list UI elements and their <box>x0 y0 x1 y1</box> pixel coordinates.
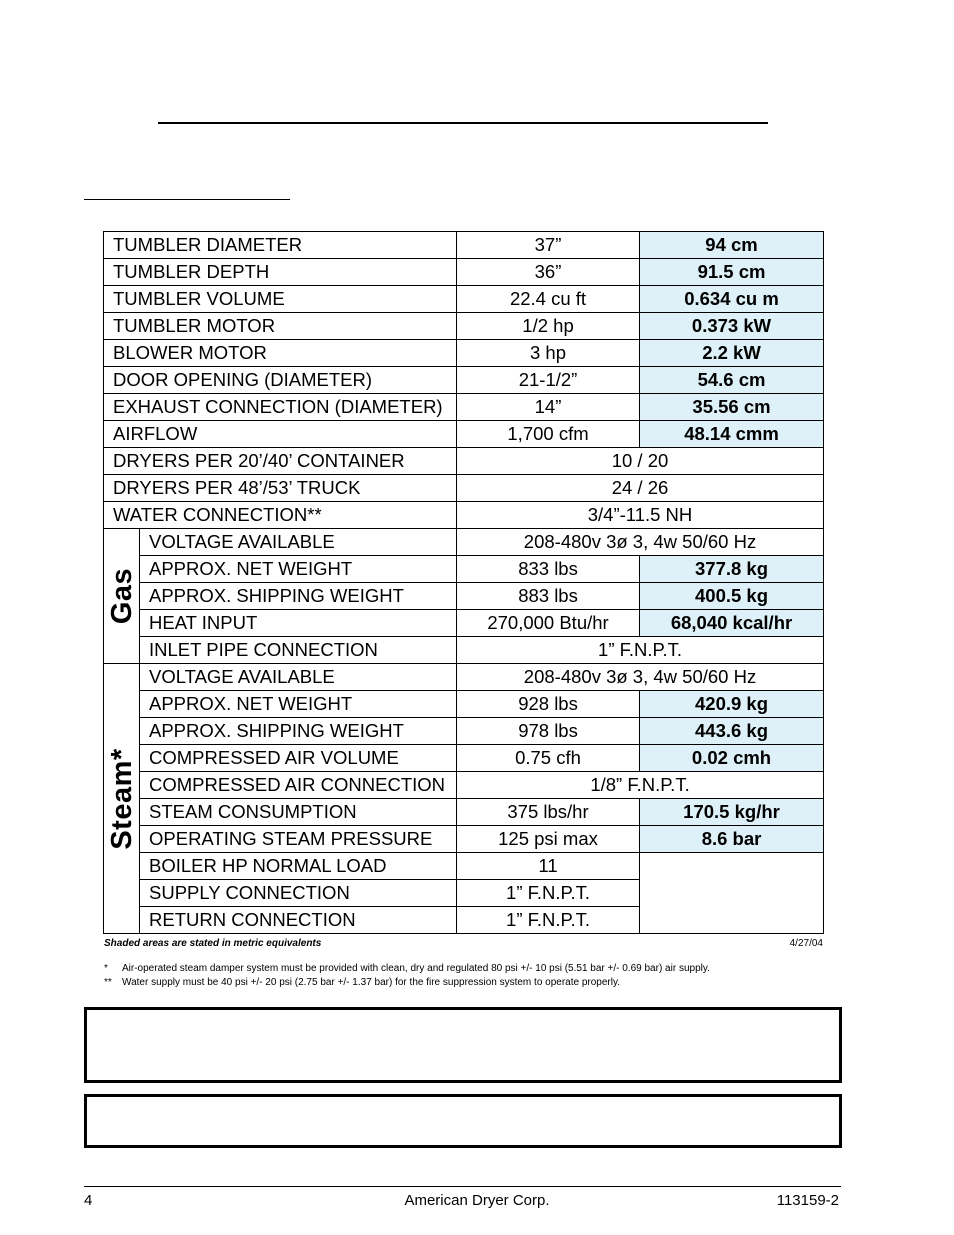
metric-value: 420.9 kg <box>640 691 824 718</box>
spec-row <box>104 313 824 340</box>
spec-label: TUMBLER DIAMETER <box>104 232 457 259</box>
spec-row <box>104 610 824 637</box>
spec-row <box>104 826 824 853</box>
empty-metric-cell <box>640 853 824 934</box>
imperial-value: 125 psi max <box>457 826 640 853</box>
imperial-value: 21-1/2” <box>457 367 640 394</box>
imperial-value: 1” F.N.P.T. <box>457 907 640 934</box>
spec-row <box>104 583 824 610</box>
imperial-value: 37” <box>457 232 640 259</box>
spec-row <box>104 286 824 313</box>
spec-value: 10 / 20 <box>457 448 824 475</box>
spec-label: COMPRESSED AIR CONNECTION <box>140 772 457 799</box>
spec-label: STEAM CONSUMPTION <box>140 799 457 826</box>
spec-label: APPROX. NET WEIGHT <box>140 691 457 718</box>
page-number: 4 <box>84 1192 93 1209</box>
metric-value: 35.56 cm <box>640 394 824 421</box>
metric-value: 170.5 kg/hr <box>640 799 824 826</box>
imperial-value: 928 lbs <box>457 691 640 718</box>
spec-row <box>104 853 824 880</box>
spec-value: 1/8” F.N.P.T. <box>457 772 824 799</box>
spec-row <box>104 259 824 286</box>
metric-value: 48.14 cmm <box>640 421 824 448</box>
steam-group-label <box>104 664 140 934</box>
spec-label: DOOR OPENING (DIAMETER) <box>104 367 457 394</box>
imperial-value: 11 <box>457 853 640 880</box>
spec-value: 208-480v 3ø 3, 4w 50/60 Hz <box>457 664 824 691</box>
spec-label: INLET PIPE CONNECTION <box>140 637 457 664</box>
spec-label: VOLTAGE AVAILABLE <box>140 529 457 556</box>
spec-value: 3/4”-11.5 NH <box>457 502 824 529</box>
company-name: American Dryer Corp. <box>404 1192 550 1209</box>
spec-label: SUPPLY CONNECTION <box>140 880 457 907</box>
imperial-value: 14” <box>457 394 640 421</box>
spec-row <box>104 772 824 799</box>
spec-label: BLOWER MOTOR <box>104 340 457 367</box>
specifications-table <box>103 231 824 934</box>
spec-row <box>104 232 824 259</box>
metric-value: 400.5 kg <box>640 583 824 610</box>
metric-value: 377.8 kg <box>640 556 824 583</box>
spec-row <box>104 718 824 745</box>
spec-row <box>104 421 824 448</box>
spec-label: DRYERS PER 48’/53’ TRUCK <box>104 475 457 502</box>
footnote-water-supply <box>104 977 620 988</box>
spec-label: VOLTAGE AVAILABLE <box>140 664 457 691</box>
gas-group-text: Gas <box>105 567 138 625</box>
spec-row <box>104 340 824 367</box>
notice-box-secondary <box>84 1094 842 1148</box>
footnote-steam-damper <box>104 963 710 974</box>
heading-rule <box>158 122 768 124</box>
revision-date: 4/27/04 <box>789 938 823 949</box>
spec-value: 1” F.N.P.T. <box>457 637 824 664</box>
shaded-note: Shaded areas are stated in metric equivalents <box>104 938 322 949</box>
spec-row <box>104 475 824 502</box>
spec-label: TUMBLER VOLUME <box>104 286 457 313</box>
spec-label: TUMBLER DEPTH <box>104 259 457 286</box>
steam-group-text: Steam* <box>105 747 138 850</box>
spec-label: APPROX. SHIPPING WEIGHT <box>140 718 457 745</box>
imperial-value: 1,700 cfm <box>457 421 640 448</box>
footnote-text: Air-operated steam damper system must be provided with clean, dry and regulated 80 psi +/- 10 psi (5.51 bar +/- 0.69 bar) air supply. <box>122 963 710 974</box>
imperial-value: 883 lbs <box>457 583 640 610</box>
imperial-value: 1/2 hp <box>457 313 640 340</box>
spec-label: BOILER HP NORMAL LOAD <box>140 853 457 880</box>
imperial-value: 3 hp <box>457 340 640 367</box>
spec-row <box>104 691 824 718</box>
imperial-value: 375 lbs/hr <box>457 799 640 826</box>
imperial-value: 22.4 cu ft <box>457 286 640 313</box>
spec-label: OPERATING STEAM PRESSURE <box>140 826 457 853</box>
spec-label: EXHAUST CONNECTION (DIAMETER) <box>104 394 457 421</box>
imperial-value: 978 lbs <box>457 718 640 745</box>
subheading-rule <box>84 199 290 200</box>
footnote-mark: * <box>104 963 108 974</box>
metric-value: 2.2 kW <box>640 340 824 367</box>
metric-value: 68,040 kcal/hr <box>640 610 824 637</box>
metric-value: 91.5 cm <box>640 259 824 286</box>
document-number: 113159-2 <box>776 1192 839 1209</box>
spec-label: DRYERS PER 20’/40’ CONTAINER <box>104 448 457 475</box>
metric-value: 94 cm <box>640 232 824 259</box>
spec-row <box>104 367 824 394</box>
spec-value: 24 / 26 <box>457 475 824 502</box>
spec-label: HEAT INPUT <box>140 610 457 637</box>
metric-value: 0.634 cu m <box>640 286 824 313</box>
spec-label: COMPRESSED AIR VOLUME <box>140 745 457 772</box>
footnote-text: Water supply must be 40 psi +/- 20 psi (2.75 bar +/- 1.37 bar) for the fire suppression system to operate properly. <box>122 977 621 988</box>
metric-value: 0.373 kW <box>640 313 824 340</box>
gas-group-label <box>104 529 140 664</box>
footnote-mark: ** <box>104 977 112 988</box>
metric-value: 0.02 cmh <box>640 745 824 772</box>
spec-row <box>104 745 824 772</box>
imperial-value: 0.75 cfh <box>457 745 640 772</box>
metric-value: 54.6 cm <box>640 367 824 394</box>
spec-label: RETURN CONNECTION <box>140 907 457 934</box>
spec-row <box>104 799 824 826</box>
spec-label: WATER CONNECTION** <box>104 502 457 529</box>
imperial-value: 270,000 Btu/hr <box>457 610 640 637</box>
spec-row <box>104 637 824 664</box>
spec-row <box>104 394 824 421</box>
imperial-value: 36” <box>457 259 640 286</box>
spec-row <box>104 529 824 556</box>
imperial-value: 833 lbs <box>457 556 640 583</box>
spec-label: APPROX. SHIPPING WEIGHT <box>140 583 457 610</box>
spec-label: AIRFLOW <box>104 421 457 448</box>
spec-row <box>104 664 824 691</box>
spec-label: APPROX. NET WEIGHT <box>140 556 457 583</box>
notice-box <box>84 1007 842 1083</box>
spec-label: TUMBLER MOTOR <box>104 313 457 340</box>
imperial-value: 1” F.N.P.T. <box>457 880 640 907</box>
spec-value: 208-480v 3ø 3, 4w 50/60 Hz <box>457 529 824 556</box>
spec-row <box>104 556 824 583</box>
metric-value: 8.6 bar <box>640 826 824 853</box>
footer-rule <box>84 1186 841 1187</box>
spec-row <box>104 448 824 475</box>
metric-value: 443.6 kg <box>640 718 824 745</box>
spec-row <box>104 502 824 529</box>
